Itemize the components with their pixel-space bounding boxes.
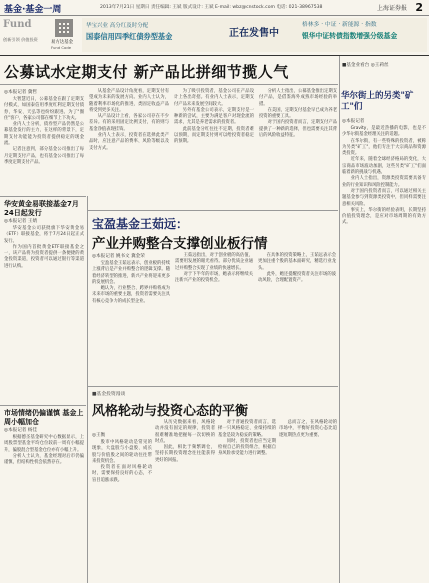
paragraph: 业内人士指出，资源类投资需要具备专业的行业知识和风险控制能力。	[342, 176, 426, 188]
left-article-1-title: 华安黄金易联接基金7月24日起发行	[4, 200, 79, 217]
main-byline: ◎本报记者 冀哲	[4, 90, 38, 95]
paragraph: 从产品设计上看，各家公司存在不少差异。有的采用固定比例支付，有的则与基金净值表现挂钩。	[89, 114, 169, 132]
interview-col3-text	[258, 253, 336, 284]
fund-brand-box	[0, 17, 48, 53]
left-article-1-byline: ◎本报记者 王婧	[4, 219, 38, 224]
section-title: 基金·基金一周	[4, 5, 62, 15]
left-article-2-byline: ◎本报记者 杨佳	[4, 428, 38, 433]
column-col3-text	[218, 420, 276, 458]
qr-box	[49, 17, 79, 53]
right-column-rule	[339, 56, 340, 583]
paragraph: 另外有基金公司表示，定期支付是一种新的尝试，主要为满足客户对现金流的需求，尤其是养老需求的投资者。	[174, 107, 254, 126]
page-header	[0, 0, 429, 16]
paragraph: 对于下半年的市场，她表示将继续关注新兴产业的投资机会。	[175, 271, 253, 284]
column-col2-text	[155, 420, 215, 464]
paragraph: 业内人士分析，债券型产品仍然是公募基金发行的主力，在这样的背景下，定期支付功能能为投资者提供稳定的现金流。	[4, 122, 84, 147]
paragraph: 对于国内投资者而言，可以通过相关主题基金参与到资源类投资中，但同样需要注意相关风险。	[342, 188, 426, 207]
newspaper-name: 上海证券报	[376, 5, 407, 12]
ad-right-line1: 格林多 · 中证 · 新能源 · 指数	[302, 22, 377, 28]
paragraph: 此外，她还提醒投资者关注市场的波动风险，合理配置资产。	[258, 271, 336, 284]
paragraph: 股市中风格轮动是常见的现象，大盘股与小盘股、成长股与价值股之间的轮动往往带来投资机会。	[92, 440, 152, 464]
paragraph: 投资者在面对风格轮动时，需要保持良好的心态，不盲目追涨杀跌。	[92, 465, 152, 483]
main-article-col1	[4, 89, 84, 166]
column-byline: ◎王衡	[92, 433, 106, 438]
column-col1-text	[92, 440, 152, 484]
paragraph: 近年来，随着全球经济格局的变化，大宗商品市场波动加剧，这些另类"矿工"们面临着新的挑战与机遇。	[342, 157, 426, 176]
interview-col2-text	[175, 253, 253, 284]
column-title: 风格轮动与投资心态的平衡	[92, 404, 249, 419]
paragraph: 因此，相比于频繁调仓，坚持长期投资理念往往能获得更好的回报。	[155, 445, 215, 463]
header-divider	[0, 55, 429, 56]
left-article-2-title: 市场情绪仍偏谨慎 基金上周小幅加仓	[4, 409, 84, 426]
paragraph: 总而言之，在风格轮动的市场中，平衡好投资心态比追逐短期热点更为重要。	[279, 420, 337, 438]
right-article-byline: ◎本报记者	[342, 119, 365, 124]
interview-col3	[258, 253, 336, 284]
interview-title-1: 宝盈基金王茹远：	[92, 217, 189, 231]
interview-col2	[175, 253, 253, 284]
left-divider-2	[0, 405, 86, 406]
left-article-2-text	[4, 435, 84, 466]
paragraph: 从基金产品设计角度看，定期支付有望成为未来的发展方向。业内人士认为，随着利率市场化的推进，类固定收益产品将受到更多关注。	[89, 89, 169, 113]
interview-col1	[92, 253, 170, 305]
paragraph: 事实上，华尔街的经验表明，长期坚持价值投资理念，是应对市场周期的有效方式。	[342, 207, 426, 226]
right-byline: ■基金业看台 ◎王莉丝	[342, 63, 389, 68]
interview-divider	[88, 210, 338, 211]
interview-byline: ◎本报记者 姚书文 冀金荣	[92, 254, 145, 259]
advertisement-banner	[82, 18, 427, 52]
main-article-col2	[89, 89, 169, 152]
right-byline-box	[342, 62, 426, 70]
main-article-col3	[174, 89, 254, 146]
ad-left-line2: 国泰信用四季红债券型基金	[86, 32, 173, 41]
left-article-1	[4, 200, 84, 270]
interview-title-2: 产业并购整合支撑创业板行情	[92, 236, 268, 252]
page-number: 2	[415, 1, 423, 14]
paragraph: 业内人士表示，投资者在选择此类产品时，应注意产品的费率、风险等级以及支付方式。	[89, 133, 169, 151]
qr-caption: Fund Code	[51, 45, 72, 50]
main-col1-text	[4, 97, 84, 166]
main-col3-text	[174, 89, 254, 146]
paragraph: 大智慧近日，公募基金在跟了定期支付模式，如国泰信用季度红利定期支付债券，华安、天弘等也纷纷跟进。为了"圈住"客户，各家公司都在细节上下功夫。	[4, 97, 84, 121]
paragraph: 同时，投资者也应当定期检视自己的投资组合，根据自身风险承受能力进行调整。	[218, 438, 276, 457]
interview-col1-text	[92, 261, 170, 305]
column-divider	[88, 386, 338, 387]
column-col1	[92, 432, 152, 484]
ad-right-block	[302, 19, 426, 51]
right-article-text	[342, 126, 426, 227]
qr-code-icon	[55, 19, 73, 37]
column-col2	[155, 420, 215, 464]
left-divider-1	[0, 196, 86, 197]
paragraph: 此前基金分红往往不定期，投资者难以预期，而定期支付则可以给投资者稳定的预期。	[174, 126, 254, 145]
main-article-col4	[259, 89, 337, 139]
paragraph: 在具体的投资策略上，王茹远表示会更加注重个股的基本面研究，精选行业龙头。	[258, 253, 336, 271]
left-article-1-text	[4, 226, 84, 270]
ad-middle-text: 正在发售中	[229, 28, 279, 39]
column-col4	[279, 420, 337, 439]
paragraph: 王茹远指出，对于创业板的高估值，需要用发展的眼光看待。部分优质企业通过并购整合实现了业绩的快速增长。	[175, 253, 253, 271]
issue-meta: 2013年7月21日 星期日 责任编辑: 王斌 版式设计: 王斌 E-mail: wbz@cnstock.com 电话: 021-38967538	[100, 5, 323, 10]
paragraph: 分析人士指出，公募基金推出定期支付产品，是借鉴海外成熟市场经验的举措。	[259, 89, 337, 107]
column-col4-text	[279, 420, 337, 439]
ad-right-line2: 银华中证转债指数增强分级基金	[302, 32, 398, 40]
main-col2-text	[89, 89, 169, 152]
paragraph: 记者注意到，部分基金公司推出了每月定期支付产品，也有基金公司推出了每季度定期支付产品。	[4, 147, 84, 165]
ad-left-line1: 华宝兴业 高分红及时分配	[86, 23, 149, 29]
qr-label: 易方达基金	[51, 40, 73, 45]
paragraph: 在美国，定期支付基金早已成为养老投资的重要工具。	[259, 107, 337, 120]
column-col3	[218, 420, 276, 458]
paragraph: 作为国内首批黄金ETF联接基金之一，该产品将为投资者提供一条便捷的黄金投资渠道，投资者可以通过银行等渠道进行认购。	[4, 244, 84, 269]
ad-left-block	[86, 21, 226, 49]
paragraph: 根据德圣基金研究中心数据显示，上周股票型基金平均仓位较前一周有小幅提升，偏股混合型基金仓位亦有小幅上升。	[4, 435, 84, 453]
paragraph: 对于国内投资者而言，定期支付产品提供了一种新的选择，但也需要关注其背后的风险收益特征。	[259, 120, 337, 139]
right-article-title: 华尔街上的另类"矿工"们	[341, 91, 414, 112]
left-article-2	[4, 409, 84, 466]
paragraph: 她认为，行业整合、跨界并购将成为未来市场的重要主题，投资者需要关注具有核心竞争力的成长型企业。	[92, 286, 170, 304]
main-col4-text	[259, 89, 337, 139]
fund-tagline: 创新引领 价值投资	[3, 37, 38, 42]
column-section-label: ■基金投资漫谈	[92, 392, 126, 397]
headline-divider	[0, 84, 338, 85]
paragraph: 宝盈基金王茹远表示，创业板的持续上涨背后是产业并购整合的逻辑支撑。随着经济转型的推进，新兴产业将迎来更多的发展机会。	[92, 261, 170, 285]
left-column-rule	[87, 196, 88, 583]
paragraph: 对于普通投资者而言，选择一只风格稳定、业绩持续的基金是较为稳妥的策略。	[218, 420, 276, 438]
paragraph: 华安基金公司获批旗下华安黄金易（ETF）联接基金，将于7月24日起正式发行。	[4, 226, 84, 244]
paragraph: 从历史数据来看，风格轮动并没有固定的规律，投资者很难精准地把握每一次切换的时点。	[155, 420, 215, 444]
fund-word: Fund	[3, 19, 32, 30]
paragraph: 为了吸引投资者，基金公司在产品设计上各出奇招。有业内人士表示，定期支付产品未来发展空间较大。	[174, 89, 254, 107]
paragraph: Gravity，是最近热播的电影，也是不少华尔街基金经理关注的话题。	[342, 126, 426, 138]
main-headline: 公募试水定期支付 新产品比拼细节揽人气	[4, 63, 289, 81]
paragraph: 分析人士认为，基金经理对后市仍偏谨慎，但结构性机会依然存在。	[4, 453, 84, 466]
right-article-body	[342, 118, 426, 227]
paragraph: 在华尔街，有一些特殊的投资者，被称为另类"矿工"，他们专注于大宗商品和资源类投资。	[342, 138, 426, 157]
